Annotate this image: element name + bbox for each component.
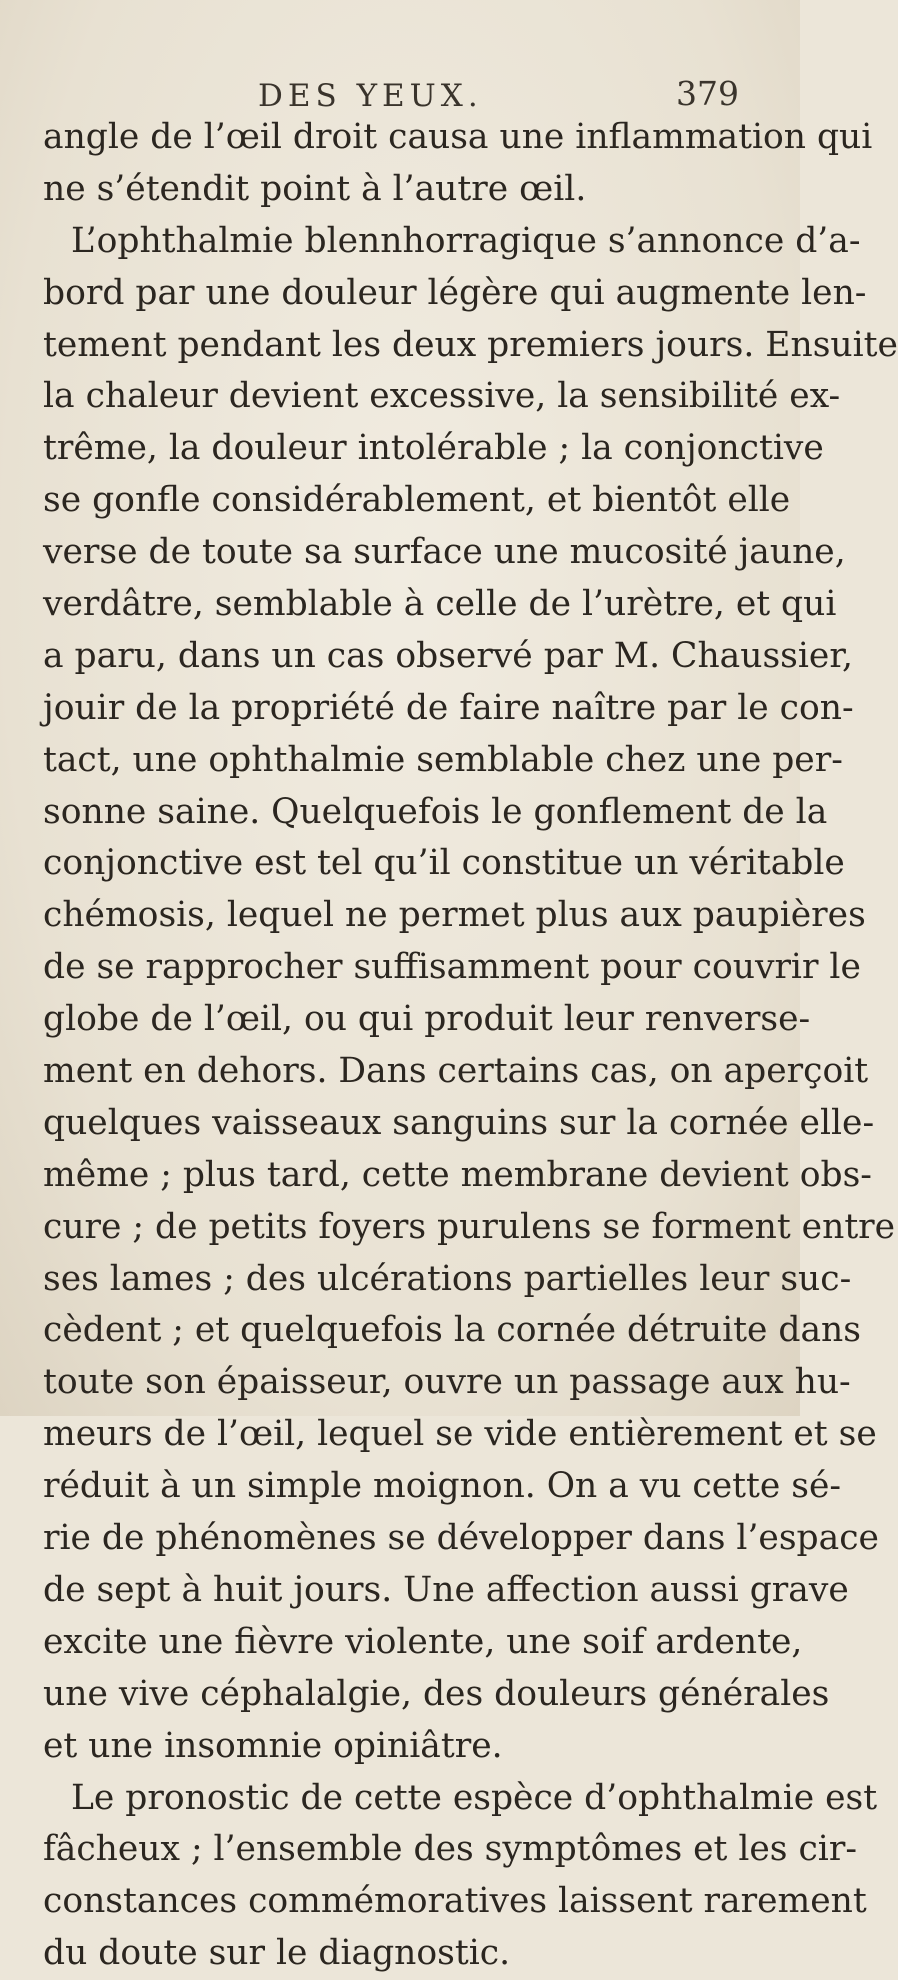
text-line: chémosis, lequel ne permet plus aux paupières (43, 895, 866, 936)
text-line: rie de phénomènes se développer dans l’espace (43, 1518, 879, 1559)
text-line: angle de l’œil droit causa une inflammation qui (43, 117, 873, 157)
text-line: jouir de la propriété de faire naître par le con- (43, 687, 854, 728)
text-line: sonne saine. Quelquefois le gonflement de la (43, 791, 828, 832)
body-text (43, 112, 898, 1980)
text-line: du doute sur le diagnostic. (43, 1933, 511, 1974)
text-line: réduit à un simple moignon. On a vu cette sé- (43, 1466, 842, 1507)
running-head: DES YEUX. (258, 78, 483, 114)
text-line: excite une fièvre violente, une soif ardente, (43, 1621, 803, 1662)
text-line: ne s’étendit point à l’autre œil. (43, 168, 587, 209)
text-line: quelques vaisseaux sanguins sur la cornée elle- (43, 1102, 875, 1143)
text-line: ment en dehors. Dans certains cas, on aperçoit (43, 1051, 869, 1092)
text-line: bord par une douleur légère qui augmente len- (43, 272, 867, 313)
text-line: conjonctive est tel qu’il constitue un véritable (43, 843, 845, 884)
text-line: tement pendant les deux premiers jours. Ensuite (43, 324, 898, 365)
paragraph-start-line: Le pronostic de cette espèce d’ophthalmie est (71, 1777, 878, 1818)
text-line: une vive céphalalgie, des douleurs générales (43, 1673, 830, 1714)
text-line: même ; plus tard, cette membrane devient obs- (43, 1154, 872, 1195)
paragraph-start-line: L’ophthalmie blennhorragique s’annonce d’a- (71, 220, 861, 261)
text-line: verse de toute sa surface une mucosité jaune, (43, 532, 846, 573)
text-line: cure ; de petits foyers purulens se forment entre (43, 1206, 896, 1247)
text-line: se gonfle considérablement, et bientôt elle (43, 480, 791, 521)
text-line: meurs de l’œil, lequel se vide entièrement et se (43, 1414, 877, 1455)
text-line: la chaleur devient excessive, la sensibilité ex- (43, 376, 841, 417)
text-line: ses lames ; des ulcérations partielles leur suc- (43, 1258, 852, 1299)
text-line: constances commémoratives laissent rarement (43, 1881, 867, 1922)
text-line: de se rapprocher suffisamment pour couvrir le (43, 947, 861, 988)
text-line: toute son épaisseur, ouvre un passage aux hu- (43, 1362, 851, 1403)
page-number: 379 (676, 74, 739, 113)
text-line: trême, la douleur intolérable ; la conjonctive (43, 428, 824, 469)
text-line: tact, une ophthalmie semblable chez une per- (43, 739, 843, 780)
text-line: de sept à huit jours. Une affection aussi grave (43, 1569, 849, 1610)
text-line: fâcheux ; l’ensemble des symptômes et les cir- (43, 1829, 857, 1870)
text-line: et une insomnie opiniâtre. (43, 1725, 503, 1766)
text-line: a paru, dans un cas observé par M. Chaussier, (43, 635, 853, 676)
text-line: cèdent ; et quelquefois la cornée détruite dans (43, 1310, 861, 1351)
text-line: verdâtre, semblable à celle de l’urètre, et qui (43, 584, 837, 625)
text-line: globe de l’œil, ou qui produit leur renverse- (43, 999, 811, 1040)
